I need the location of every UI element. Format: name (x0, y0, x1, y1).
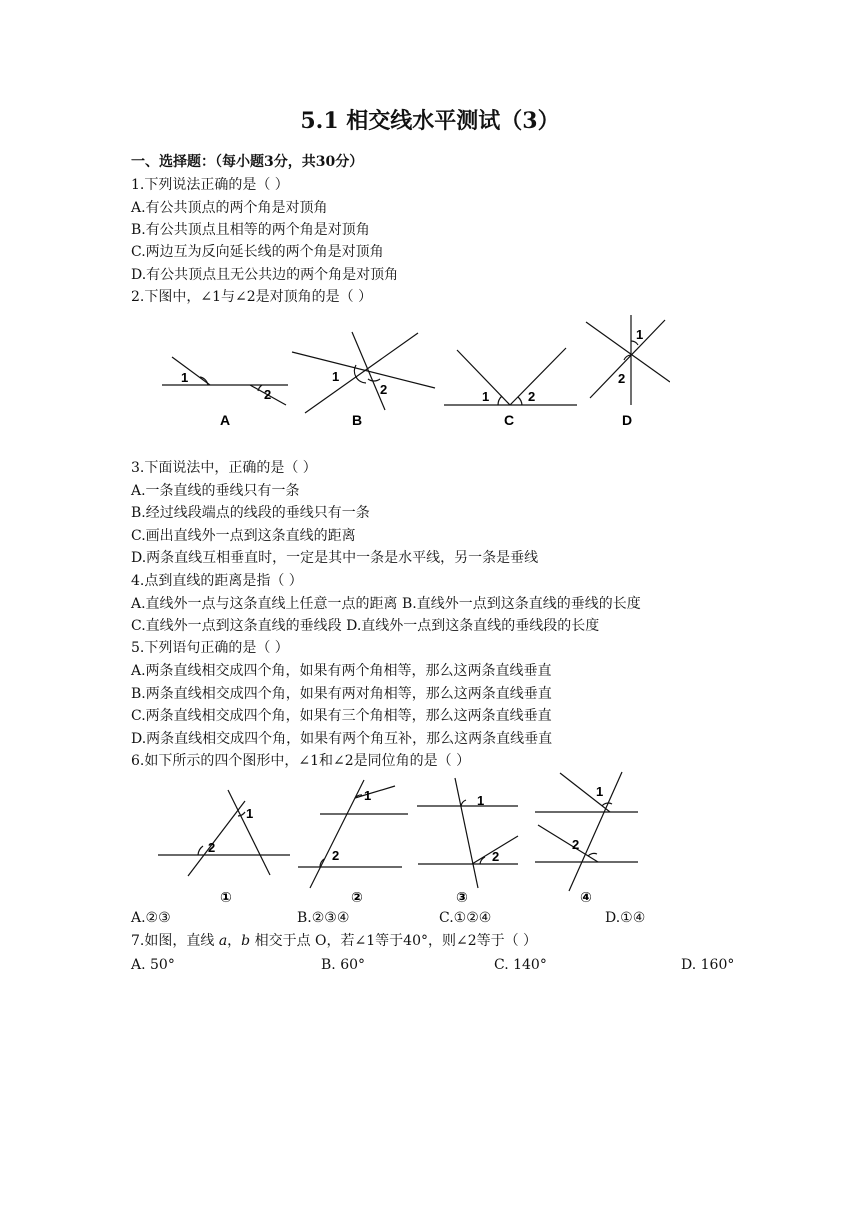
q5-option-b: B.两条直线相交成四个角，如果有两对角相等，那么这两条直线垂直 (131, 686, 552, 702)
q2-b-label-2: 2 (380, 382, 388, 397)
q1-option-c: C.两边互为反向延长线的两个角是对顶角 (131, 244, 384, 260)
q6-option-c: C.①②④ (439, 910, 492, 926)
q6-fig2-label-1: 1 (364, 788, 372, 803)
q7-option-c: C. 140° (494, 957, 547, 973)
q2-figures (150, 315, 670, 435)
q1-option-a: A.有公共顶点的两个角是对顶角 (131, 200, 328, 216)
q6-figure-4 (535, 772, 638, 891)
q6-fig1-label-1: 1 (246, 806, 254, 821)
q6-caption-2: ② (351, 889, 363, 905)
q3-option-c: C.画出直线外一点到这条直线的距离 (131, 528, 356, 544)
q7-option-b: B. 60° (321, 957, 366, 973)
q7-var-a: a (218, 933, 228, 949)
q6-figures (150, 768, 650, 908)
q7-stem (131, 932, 537, 950)
q5-option-a: A.两条直线相交成四个角，如果有两个角相等，那么这两条直线垂直 (131, 663, 552, 679)
q4-stem: 4.点到直线的距离是指（ ） (131, 573, 303, 589)
q6-caption-4: ④ (580, 889, 592, 905)
q6-option-a: A.②③ (131, 910, 171, 926)
q1-option-d: D.有公共顶点且无公共边的两个角是对顶角 (131, 267, 399, 283)
q6-option-b: B.②③④ (297, 910, 350, 926)
q2-a-label-1: 1 (181, 370, 189, 385)
q5-option-c: C.两条直线相交成四个角，如果有三个角相等，那么这两条直线垂直 (131, 708, 552, 724)
q7-sep: ， (227, 933, 242, 949)
q2-c-label-2: 2 (528, 389, 536, 404)
q7-option-d: D. 160° (681, 957, 735, 973)
q2-figure-d (586, 315, 670, 405)
q2-d-label-1: 1 (636, 327, 644, 342)
q6-option-d: D.①④ (605, 910, 646, 926)
q2-figure-c (444, 348, 577, 405)
q1-stem: 1.下列说法正确的是（ ） (131, 177, 289, 193)
q6-fig2-label-2: 2 (332, 848, 340, 863)
q2-c-label-1: 1 (482, 389, 490, 404)
q7-option-a: A. 50° (131, 957, 175, 973)
page-title: 5.1 相交线水平测试（3） (300, 108, 560, 134)
q7-stem-suffix: 相交于点 O，若∠1等于40°，则∠2等于（ ） (250, 933, 538, 949)
q6-figure-3 (417, 778, 518, 888)
q6-fig1-label-2: 2 (208, 840, 216, 855)
q1-option-b: B.有公共顶点且相等的两个角是对顶角 (131, 222, 370, 238)
q2-b-label-1: 1 (332, 369, 340, 384)
q4-option-cd: C.直线外一点到这条直线的垂线段 D.直线外一点到这条直线的垂线段的长度 (131, 618, 600, 634)
q5-stem: 5.下列语句正确的是（ ） (131, 640, 289, 656)
q2-caption-b: B (352, 412, 363, 428)
q7-var-b: b (241, 933, 251, 949)
q6-figure-1 (158, 790, 290, 876)
q6-fig3-label-2: 2 (492, 849, 500, 864)
q2-a-label-2: 2 (264, 387, 272, 402)
q2-caption-a: A (220, 412, 231, 428)
q6-caption-1: ① (220, 889, 232, 905)
q4-option-ab: A.直线外一点与这条直线上任意一点的距离 B.直线外一点到这条直线的垂线的长度 (131, 596, 641, 612)
q2-figure-b (292, 332, 435, 413)
q5-option-d: D.两条直线相交成四个角，如果有两个角互补，那么这两条直线垂直 (131, 731, 553, 747)
q2-d-label-2: 2 (618, 371, 626, 386)
q6-fig3-label-1: 1 (477, 793, 485, 808)
q6-figure-2 (298, 780, 408, 888)
q3-stem: 3.下面说法中，正确的是（ ） (131, 460, 317, 476)
q2-stem: 2.下图中，∠1与∠2是对顶角的是（ ） (131, 289, 373, 305)
q7-stem-prefix: 7.如图，直线 (131, 933, 219, 949)
q3-option-a: A.一条直线的垂线只有一条 (131, 483, 300, 499)
q2-caption-c: C (504, 412, 515, 428)
q6-caption-3: ③ (456, 889, 468, 905)
section-heading: 一、选择题：（每小题3分，共30分） (131, 154, 364, 170)
q2-caption-d: D (622, 412, 633, 428)
q6-fig4-label-1: 1 (596, 784, 604, 799)
q6-fig4-label-2: 2 (572, 837, 580, 852)
q6-stem: 6.如下所示的四个图形中，∠1和∠2是同位角的是（ ） (131, 753, 471, 769)
q3-option-b: B.经过线段端点的线段的垂线只有一条 (131, 505, 370, 521)
q3-option-d: D.两条直线互相垂直时，一定是其中一条是水平线，另一条是垂线 (131, 550, 539, 566)
